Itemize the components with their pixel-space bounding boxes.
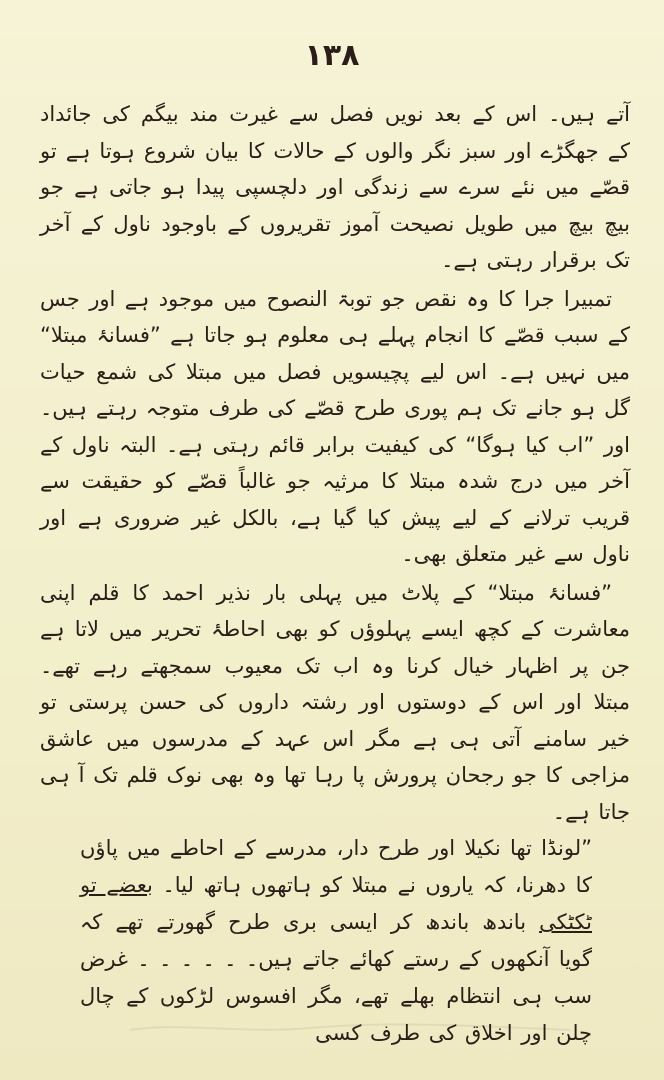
quote-underlined-phrase: بعضے تو ٹکٹکی	[80, 873, 592, 934]
paragraph-3: ”فسانۂ مبتلا“ کے پلاٹ میں پہلی بار نذیر احمد کا قلم اپنی معاشرت کے کچھ ایسے پہلوؤں کو بھی احاطۂ تحریر میں لاتا ہے جن پر اظہار خیال کرنا وہ اب تک معیوب سمجھتے رہے تھے۔ مبتلا اور اس کے دوستوں اور رشتہ داروں کی حسن پرستی تو خیر سامنے آتی ہی ہے مگر اس عہد کے مدرسوں میں عاشق مزاجی کا جو رجحان پرورش پا رہا تھا وہ بھی نوک قلم تک آ ہی جاتا ہے۔	[40, 580, 630, 824]
paragraph-2: تمبیرا جرا کا وہ نقص جو توبۃ النصوح میں موجود ہے اور جس کے سبب قصّے کا انجام پہلے ہی معلوم ہو جاتا ہے ”فسانۂ مبتلا“ میں نہیں ہے۔ اس لیے پچیسویں فصل میں مبتلا کی شمع حیات گل ہو جانے تک ہم پوری طرح قصّے کی طرف متوجہ رہتے ہیں۔ اور ”اب کیا ہوگا“ کی کیفیت برابر قائم رہتی ہے۔ البتہ ناول کے آخر میں درج شدہ مبتلا کا مرثیہ جو غالباً قصّے کو حقیقت سے قریب ترلانے کے لیے پیش کیا گیا ہے، بالکل غیر ضروری ہے اور ناول سے غیر متعلق بھی۔	[40, 286, 630, 566]
quote-text-end: باندھ باندھ کر ایسی بری طرح گھورتے تھے کہ گویا آنکھوں کے رستے کھائے جاتے ہیں۔ ۔ ۔ ۔ ۔ ۔ غرض سب ہی انتظام بھلے تھے، مگر افسوس لڑکوں کے چال چلن اور اخلاق کی طرف کسی	[80, 910, 592, 1045]
paragraph-1: آتے ہیں۔ اس کے بعد نویں فصل سے غیرت مند بیگم کی جائداد کے جھگڑے اور سبز نگر والوں کے حالات کا بیان شروع ہوتا ہے تو قصّے میں نئے سرے سے زندگی اور دلچسپی پیدا ہو جاتی ہے جو بیچ بیچ میں طویل نصیحت آموز تقریروں کے باوجود ناول کے آخر تک برقرار رہتی ہے۔	[40, 102, 630, 272]
show-through-marks	[120, 1012, 580, 1042]
page-number: ۱۳۸	[304, 38, 360, 73]
show-through-text	[120, 1012, 580, 1048]
body-text	[40, 96, 630, 1052]
quote-text-start: ”لونڈا تھا نکیلا اور طرح دار، مدرسے کے احاطے میں پاؤں کا دھرنا، کہ یاروں نے مبتلا کو ہاتھوں ہاتھ لیا۔	[80, 836, 592, 897]
